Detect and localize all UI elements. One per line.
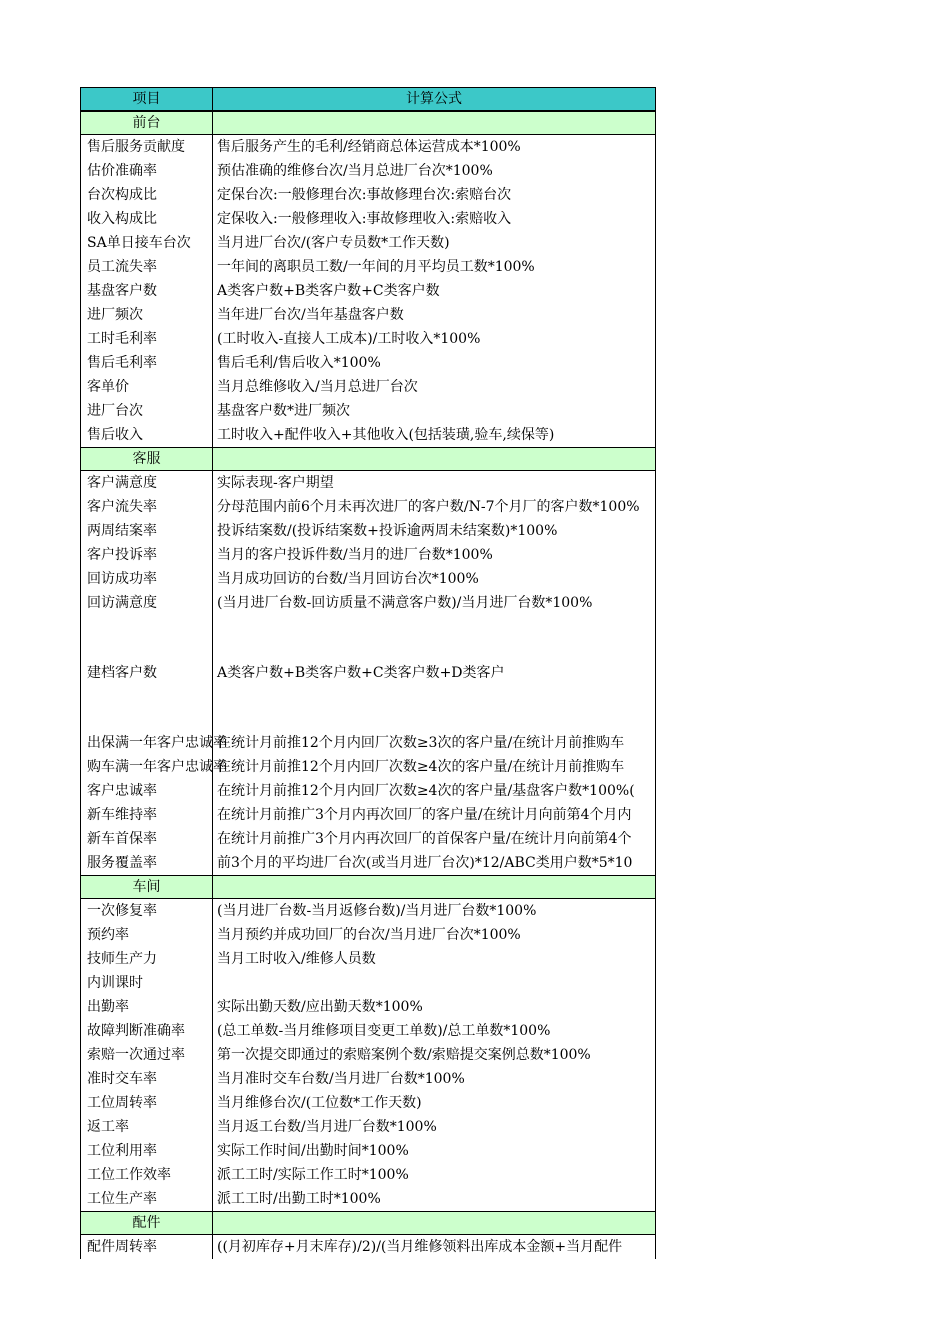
item-cell[interactable]: 准时交车率 xyxy=(80,1067,213,1091)
table-row xyxy=(80,731,656,755)
formula-cell[interactable]: A类客户数+B类客户数+C类客户数+D类客户 xyxy=(217,665,505,681)
table-row xyxy=(80,1163,656,1187)
formula-cell[interactable]: 实际出勤天数/应出勤天数*100% xyxy=(217,999,423,1015)
formula-cell[interactable]: 在统计月前推12个月内回厂次数≥4次的客户量/基盘客户数*100%( xyxy=(217,783,635,799)
item-cell[interactable]: 技师生产力 xyxy=(80,947,213,971)
formula-cell[interactable]: 前3个月的平均进厂台次(或当月进厂台次)*12/ABC类用户数*5*10 xyxy=(217,855,633,871)
item-cell[interactable]: 进厂频次 xyxy=(80,303,213,327)
item-cell[interactable]: 内训课时 xyxy=(80,971,213,995)
table-row xyxy=(80,995,656,1019)
formula-cell[interactable]: 基盘客户数*进厂频次 xyxy=(217,403,350,419)
table-row xyxy=(80,591,656,615)
table-row xyxy=(80,1115,656,1139)
formula-cell[interactable]: 当月总维修收入/当月总进厂台次 xyxy=(217,379,418,395)
item-cell[interactable]: 新车维持率 xyxy=(80,803,213,827)
formula-cell[interactable]: 售后毛利/售后收入*100% xyxy=(217,355,381,371)
item-cell[interactable]: 台次构成比 xyxy=(80,183,213,207)
table-row xyxy=(80,183,656,207)
section-row xyxy=(80,447,656,471)
item-cell[interactable]: 服务覆盖率 xyxy=(80,851,213,875)
formula-cell[interactable]: 实际表现-客户期望 xyxy=(217,475,334,491)
formula-cell[interactable]: A类客户数+B类客户数+C类客户数 xyxy=(217,283,440,299)
formula-cell[interactable]: 一年间的离职员工数/一年间的月平均员工数*100% xyxy=(217,259,535,275)
formula-cell[interactable]: 定保收入:一般修理收入:事故修理收入:索赔收入 xyxy=(217,211,512,227)
item-cell[interactable]: 客户流失率 xyxy=(80,495,213,519)
table-row xyxy=(80,1067,656,1091)
formula-cell[interactable]: 当月维修台次/(工位数*工作天数) xyxy=(217,1095,422,1111)
item-cell[interactable]: 工时毛利率 xyxy=(80,327,213,351)
item-cell[interactable]: 工位生产率 xyxy=(80,1187,213,1211)
formula-cell[interactable] xyxy=(213,971,217,995)
table-row xyxy=(80,803,656,827)
table-row xyxy=(80,1091,656,1115)
formula-cell[interactable]: 当月成功回访的台数/当月回访台次*100% xyxy=(217,571,479,587)
formula-cell[interactable]: 分母范围内前6个月未再次进厂的客户数/N-7个月厂的客户数*100% xyxy=(217,499,640,515)
formula-cell[interactable]: 在统计月前推12个月内回厂次数≥3次的客户量/在统计月前推购车 xyxy=(217,735,625,751)
formula-cell[interactable]: 在统计月前推12个月内回厂次数≥4次的客户量/在统计月前推购车 xyxy=(217,759,625,775)
blank-row xyxy=(80,685,656,731)
item-cell[interactable]: 进厂台次 xyxy=(80,399,213,423)
formula-cell[interactable]: 第一次提交即通过的索赔案例个数/索赔提交案例总数*100% xyxy=(217,1047,591,1063)
item-cell[interactable]: 客户满意度 xyxy=(80,471,213,495)
formula-cell[interactable]: 售后服务产生的毛利/经销商总体运营成本*100% xyxy=(217,139,521,155)
item-cell[interactable]: 索赔一次通过率 xyxy=(80,1043,213,1067)
table-row xyxy=(80,135,656,159)
table-row xyxy=(80,1043,656,1067)
item-cell[interactable]: 两周结案率 xyxy=(80,519,213,543)
table-row xyxy=(80,471,656,495)
section-row xyxy=(80,875,656,899)
table-row xyxy=(80,1019,656,1043)
blank-row xyxy=(80,615,656,661)
formula-cell[interactable]: 当年进厂台次/当年基盘客户数 xyxy=(217,307,404,323)
item-cell[interactable]: 基盘客户数 xyxy=(80,279,213,303)
formula-cell[interactable]: 工时收入+配件收入+其他收入(包括装璜,验车,续保等) xyxy=(217,427,555,443)
item-cell[interactable]: 收入构成比 xyxy=(80,207,213,231)
table-header-row xyxy=(80,87,656,111)
formula-cell[interactable]: ((月初库存+月末库存)/2)/(当月维修领料出库成本金额+当月配件 xyxy=(217,1239,623,1255)
formula-cell[interactable]: 预估准确的维修台次/当月总进厂台次*100% xyxy=(217,163,493,179)
formula-cell[interactable]: 当月进厂台次/(客户专员数*工作天数) xyxy=(217,235,450,251)
section-empty-cell[interactable] xyxy=(213,448,655,472)
table-row xyxy=(80,519,656,543)
table-row xyxy=(80,255,656,279)
item-cell[interactable]: 员工流失率 xyxy=(80,255,213,279)
item-cell[interactable]: 故障判断准确率 xyxy=(80,1019,213,1043)
table-row xyxy=(80,207,656,231)
table-row xyxy=(80,971,656,995)
table-row xyxy=(80,159,656,183)
table-row xyxy=(80,755,656,779)
table-row xyxy=(80,351,656,375)
item-cell[interactable]: 客单价 xyxy=(80,375,213,399)
formula-table xyxy=(80,87,656,1259)
item-cell[interactable]: 出勤率 xyxy=(80,995,213,1019)
item-cell[interactable]: 出保满一年客户忠诚率 xyxy=(80,731,213,755)
item-cell[interactable]: 建档客户数 xyxy=(80,661,213,685)
table-row xyxy=(80,899,656,923)
formula-cell[interactable]: 当月返工台数/当月进厂台数*100% xyxy=(217,1119,437,1135)
table-row xyxy=(80,851,656,875)
table-row xyxy=(80,543,656,567)
item-cell[interactable]: 新车首保率 xyxy=(80,827,213,851)
table-body xyxy=(80,111,656,1259)
item-cell[interactable]: 回访满意度 xyxy=(80,591,213,615)
table-row xyxy=(80,231,656,255)
section-title[interactable]: 车间 xyxy=(80,876,213,898)
table-row xyxy=(80,923,656,947)
header-item-column[interactable]: 项目 xyxy=(80,88,213,110)
formula-cell[interactable]: (总工单数-当月维修项目变更工单数)/总工单数*100% xyxy=(217,1023,551,1039)
formula-cell[interactable]: 当月工时收入/维修人员数 xyxy=(217,951,376,967)
formula-cell[interactable]: (工时收入-直接人工成本)/工时收入*100% xyxy=(217,331,481,347)
table-row xyxy=(80,947,656,971)
section-title[interactable]: 配件 xyxy=(80,1212,213,1234)
section-empty-cell[interactable] xyxy=(213,112,655,136)
section-title[interactable]: 客服 xyxy=(80,448,213,470)
item-cell[interactable]: 购车满一年客户忠诚率 xyxy=(80,755,213,779)
table-row xyxy=(80,279,656,303)
table-row xyxy=(80,827,656,851)
formula-cell[interactable]: (当月进厂台数-回访质量不满意客户数)/当月进厂台数*100% xyxy=(217,595,593,611)
table-row xyxy=(80,423,656,447)
item-cell[interactable]: SA单日接车台次 xyxy=(80,231,213,255)
table-row xyxy=(80,1187,656,1211)
item-cell[interactable]: 工位利用率 xyxy=(80,1139,213,1163)
formula-cell[interactable]: 当月准时交车台数/当月进厂台数*100% xyxy=(217,1071,465,1087)
table-row xyxy=(80,327,656,351)
formula-cell[interactable]: 在统计月前推广3个月内再次回厂的首保客户量/在统计月向前第4个 xyxy=(217,831,632,847)
item-cell[interactable]: 回访成功率 xyxy=(80,567,213,591)
section-title[interactable]: 前台 xyxy=(80,112,213,134)
table-row xyxy=(80,1235,656,1259)
item-cell[interactable]: 返工率 xyxy=(80,1115,213,1139)
item-cell[interactable]: 工位工作效率 xyxy=(80,1163,213,1187)
section-empty-cell[interactable] xyxy=(213,876,655,900)
item-cell[interactable]: 预约率 xyxy=(80,923,213,947)
item-cell[interactable]: 客户忠诚率 xyxy=(80,779,213,803)
table-row xyxy=(80,399,656,423)
formula-cell[interactable]: 实际工作时间/出勤时间*100% xyxy=(217,1143,409,1159)
formula-cell[interactable]: 派工工时/出勤工时*100% xyxy=(217,1191,381,1207)
item-cell[interactable]: 售后毛利率 xyxy=(80,351,213,375)
formula-cell[interactable]: 在统计月前推广3个月内再次回厂的客户量/在统计月向前第4个月内 xyxy=(217,807,632,823)
item-cell[interactable]: 一次修复率 xyxy=(80,899,213,923)
table-row xyxy=(80,567,656,591)
formula-cell[interactable]: (当月进厂台数-当月返修台数)/当月进厂台数*100% xyxy=(217,903,537,919)
section-empty-cell[interactable] xyxy=(213,1212,655,1236)
table-row xyxy=(80,1139,656,1163)
formula-cell[interactable]: 派工工时/实际工作工时*100% xyxy=(217,1167,409,1183)
item-cell[interactable]: 配件周转率 xyxy=(80,1235,213,1259)
table-row xyxy=(80,779,656,803)
section-row xyxy=(80,1211,656,1235)
table-row xyxy=(80,495,656,519)
blank-cell[interactable] xyxy=(80,685,213,731)
blank-cell[interactable] xyxy=(80,615,213,661)
formula-cell[interactable]: 定保台次:一般修理台次:事故修理台次:索赔台次 xyxy=(217,187,512,203)
table-row xyxy=(80,661,656,685)
table-row xyxy=(80,303,656,327)
item-cell[interactable]: 工位周转率 xyxy=(80,1091,213,1115)
item-cell[interactable]: 客户投诉率 xyxy=(80,543,213,567)
item-cell[interactable]: 估价准确率 xyxy=(80,159,213,183)
item-cell[interactable]: 售后收入 xyxy=(80,423,213,447)
formula-cell[interactable]: 当月的客户投诉件数/当月的进厂台数*100% xyxy=(217,547,493,563)
formula-cell[interactable]: 投诉结案数/(投诉结案数+投诉逾两周未结案数)*100% xyxy=(217,523,558,539)
table-row xyxy=(80,375,656,399)
item-cell[interactable]: 售后服务贡献度 xyxy=(80,135,213,159)
table-right-border xyxy=(655,87,656,1259)
section-row xyxy=(80,111,656,135)
formula-cell[interactable]: 当月预约并成功回厂的台次/当月进厂台次*100% xyxy=(217,927,521,943)
header-formula-column[interactable]: 计算公式 xyxy=(406,91,462,107)
